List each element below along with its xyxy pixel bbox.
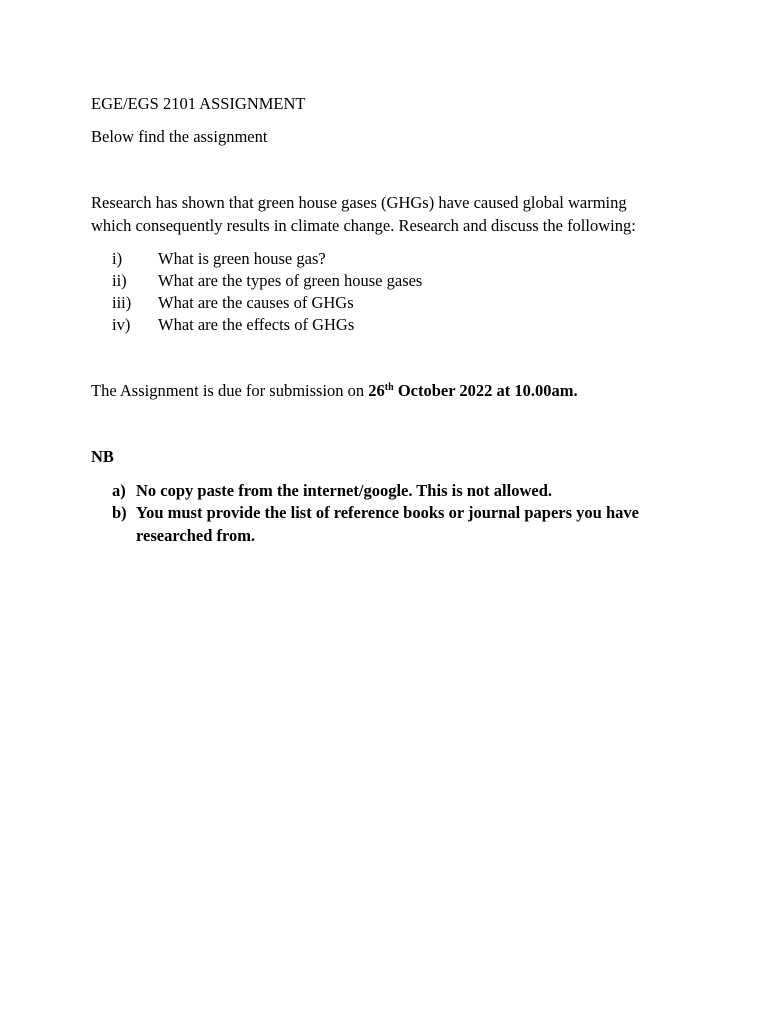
question-item (112, 249, 326, 269)
nb-item-text: No copy paste from the internet/google. This is not allowed. (136, 481, 553, 500)
due-day-suffix: th (384, 382, 394, 393)
intro-text: Below find the assignment (91, 127, 268, 146)
question-item (112, 271, 422, 291)
nb-item (112, 501, 639, 524)
paragraph-line-2: which consequently results in climate change. Research and discuss the following: (91, 216, 636, 235)
question-item (112, 293, 354, 313)
due-date (368, 381, 577, 400)
question-text: What are the types of green house gases (158, 271, 423, 290)
question-text: What is green house gas? (158, 249, 326, 268)
nb-item-letter: b) (112, 503, 127, 522)
question-number: iv) (112, 315, 131, 334)
due-day: 26 (368, 381, 385, 400)
due-date-line (91, 381, 578, 401)
paragraph-line-1: Research has shown that green house gases (GHGs) have caused global warming (91, 193, 627, 212)
nb-item-letter: a) (112, 481, 126, 500)
due-date-rest: October 2022 at 10.00am. (393, 381, 578, 400)
nb-item-continuation: researched from. (136, 526, 256, 545)
nb-item (112, 479, 552, 502)
due-prefix: The Assignment is due for submission on (91, 381, 369, 400)
question-number: ii) (112, 271, 127, 290)
question-item (112, 315, 354, 335)
question-number: iii) (112, 293, 132, 312)
question-number: i) (112, 249, 123, 268)
nb-item-text: You must provide the list of reference books or journal papers you have (136, 503, 639, 522)
question-text: What are the causes of GHGs (158, 293, 354, 312)
question-text: What are the effects of GHGs (158, 315, 355, 334)
document-title: EGE/EGS 2101 ASSIGNMENT (91, 94, 306, 113)
nb-heading: NB (91, 447, 114, 466)
